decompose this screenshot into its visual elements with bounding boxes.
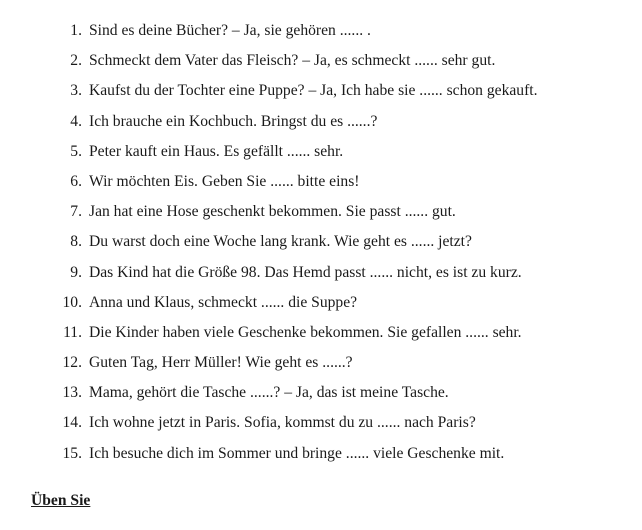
exercise-number: 5. xyxy=(70,142,82,160)
exercise-number: 10. xyxy=(62,293,82,311)
exercise-item xyxy=(0,137,642,167)
exercise-text: Ich besuche dich im Sommer und bringe ...... viele Geschenke mit. xyxy=(89,444,505,462)
exercise-number: 12. xyxy=(62,354,82,372)
exercise-item xyxy=(0,167,642,197)
exercise-item xyxy=(0,197,642,227)
exercise-item xyxy=(0,16,642,46)
exercise-number: 7. xyxy=(70,203,82,221)
exercise-number: 6. xyxy=(70,172,82,190)
exercise-item xyxy=(0,227,642,257)
exercise-number: 8. xyxy=(70,233,82,251)
exercise-item xyxy=(0,318,642,348)
exercise-item xyxy=(0,76,642,106)
exercise-item xyxy=(0,288,642,318)
exercise-text: Kaufst du der Tochter eine Puppe? – Ja, Ich habe sie ...... schon gekauft. xyxy=(89,82,538,100)
exercise-text: Das Kind hat die Größe 98. Das Hemd passt ...... nicht, es ist zu kurz. xyxy=(89,263,522,281)
exercise-text: Peter kauft ein Haus. Es gefällt ...... sehr. xyxy=(89,142,344,160)
exercise-number: 2. xyxy=(70,52,82,70)
exercise-text: Sind es deine Bücher? – Ja, sie gehören ...... . xyxy=(89,22,371,39)
exercise-number: 1. xyxy=(70,22,82,39)
exercise-text: Schmeckt dem Vater das Fleisch? – Ja, es schmeckt ...... sehr gut. xyxy=(89,52,496,70)
exercise-item xyxy=(0,439,642,469)
exercise-number: 15. xyxy=(62,444,82,462)
exercise-number: 4. xyxy=(70,112,82,130)
exercise-number: 9. xyxy=(70,263,82,281)
exercise-item xyxy=(0,378,642,408)
exercise-text: Ich brauche ein Kochbuch. Bringst du es ......? xyxy=(89,112,378,130)
exercise-number: 11. xyxy=(63,323,82,341)
exercise-list xyxy=(0,16,642,469)
exercise-number: 3. xyxy=(70,82,82,100)
exercise-text: Jan hat eine Hose geschenkt bekommen. Sie passt ...... gut. xyxy=(89,203,456,221)
exercise-number: 13. xyxy=(62,384,82,402)
exercise-item xyxy=(0,46,642,76)
section-heading: Üben Sie xyxy=(31,492,91,509)
exercise-text: Die Kinder haben viele Geschenke bekommen. Sie gefallen ...... sehr. xyxy=(89,323,522,341)
exercise-number: 14. xyxy=(62,414,82,432)
exercise-text: Ich wohne jetzt in Paris. Sofia, kommst du zu ...... nach Paris? xyxy=(89,414,476,432)
exercise-item xyxy=(0,348,642,378)
exercise-item xyxy=(0,107,642,137)
exercise-text: Guten Tag, Herr Müller! Wie geht es ......? xyxy=(89,354,353,372)
exercise-text: Wir möchten Eis. Geben Sie ...... bitte eins! xyxy=(89,172,360,190)
exercise-text: Mama, gehört die Tasche ......? – Ja, das ist meine Tasche. xyxy=(89,384,449,402)
exercise-text: Du warst doch eine Woche lang krank. Wie geht es ...... jetzt? xyxy=(89,233,472,251)
exercise-text: Anna und Klaus, schmeckt ...... die Suppe? xyxy=(89,293,358,311)
exercise-item xyxy=(0,408,642,438)
exercise-item xyxy=(0,258,642,288)
